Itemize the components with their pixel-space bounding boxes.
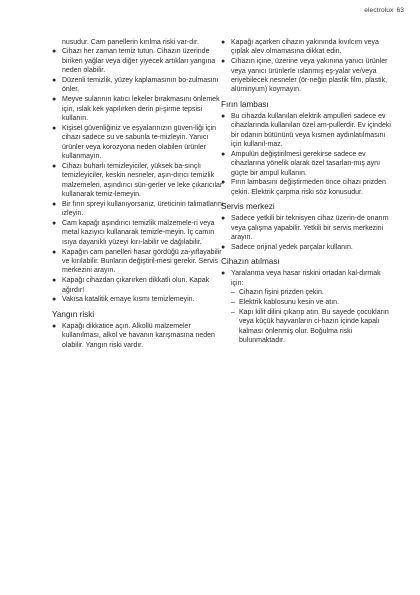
intro-continuation: nusudur. Cam panellerin kırılma riski var-dır.	[62, 39, 199, 46]
bullet-icon: ●	[52, 200, 57, 208]
bullet-icon: ●	[221, 270, 226, 278]
service-center-list	[221, 214, 391, 252]
list-item: – Cihazın fişini prizden çekin.	[231, 289, 324, 297]
cleaning-list	[52, 47, 224, 304]
list-item: – Elektrik kablosunu kesin ve atın.	[231, 299, 339, 307]
list-item: ● Kişisel güvenliğiniz ve eşyalarınızın güven-liği için cihazı sadece su ve sabunla te-mizleyin. Yanıcı ürünler veya korozyona neden olabilen ürünler kullanmayın.	[52, 124, 217, 161]
bullet-icon: ●	[221, 243, 226, 251]
list-item: ● Cihazı buharlı temizleyiciler, yüksek ba-sınçlı temizleyiciler, keskin nesneler, aşın-dırıcı temizlik malzemeleri, aşındırıcı sün-gerler ve leke çıkarıcılar kullanarak temiz-lemeyin.	[52, 162, 223, 199]
bullet-icon: ●	[221, 58, 226, 66]
section-title-fire-risk: Yangın riski	[52, 309, 95, 319]
bullet-icon: ●	[221, 179, 226, 187]
list-item: ● Cihazı her zaman temiz tutun. Cihazın üzerinde biriken yağlar veya diğer yiyecek artıkları yangına neden olabilir.	[52, 48, 216, 75]
list-item: ● Meyve sularının katıcı lekeler bırakmasını önlemek için, ıslak kek yapılırken derin pi-şirme tepsisi kullanın.	[52, 96, 220, 123]
brand-name: electrolux	[364, 7, 394, 14]
list-item: ● Fırın lambasını değiştirmeden önce cihazı prizden çekin. Elektrik çarpma riski söz konusudur.	[221, 179, 386, 196]
bullet-icon: ●	[221, 112, 226, 120]
fire-continued-list	[221, 38, 391, 95]
bullet-icon: ●	[52, 77, 57, 85]
oven-lamp-list	[221, 112, 391, 197]
bullet-icon: ●	[52, 124, 57, 132]
list-item: ● Yaralanma veya hasar riskini ortadan kal-dırmak için:	[221, 270, 381, 287]
list-item: ● Sadece yetkili bir teknisyen cihaz üzerin-de onarım veya çalışma yapabilir. Yetkili bir servis merkezini arayın.	[221, 215, 389, 242]
disposal-steps-list	[221, 288, 391, 345]
list-item: ● Kapağı dikkatice açın. Alkollü malzemeler kullanılması, alkol ve havanın karışmasına neden olabilir. Yangın riski vardır.	[52, 322, 215, 349]
bullet-icon: ●	[52, 277, 57, 285]
bullet-icon: ●	[52, 296, 57, 304]
right-column	[221, 38, 391, 346]
list-item: ● Cam kapağı aşındırıcı temizlik malzemele-ri veya metal kazıyıcı kullanarak temizle-meyin. İç camın ısıya dayanıklı yüzeyi kırı-labilir ve dağılabilir.	[52, 220, 215, 246]
list-item: ● Bir fırın spreyi kullanıyorsanız, üreticinin talimatlarını izleyin.	[52, 200, 224, 218]
page-number: 63	[396, 7, 404, 14]
list-item: ● Vakısa katalitik emaye kısmı temizlemeyin.	[52, 296, 195, 304]
bullet-icon: ●	[52, 220, 57, 228]
bullet-icon: ●	[221, 150, 226, 158]
list-item: ● Ampulün değiştirilmesi gerekirse sadece ev cihazlarına yönelik olarak özel tasarlan-mış aynı güçte bir ampul kullanın.	[221, 150, 381, 177]
list-item: ● Sadece orijinal yedek parçalar kullanın.	[221, 243, 353, 251]
bullet-icon: ●	[52, 48, 57, 56]
list-item: ● Kapağın cam panelleri hasar gördüğü za-yıflayabilir ve kırılabilir. Bunların değiştiril-mesi gerekir. Servis merkezini arayın.	[52, 248, 222, 275]
bullet-icon: ●	[52, 322, 57, 330]
left-column	[52, 38, 224, 351]
bullet-icon: ●	[221, 39, 226, 46]
list-item: ● Cihazın içine, üzerine veya yakınına yanıcı ürünler veya yanıcı ürünlerle ıslanmış eş-yalar ve/veya eriyebilecek nesneler (ör-neğin plastik film, plastik, alüminyum) koymayın.	[221, 58, 388, 94]
dash-icon: –	[231, 289, 235, 297]
list-item: – Kapı kilit dilini çıkarıp atın. Bu sayede çocukların veya küçük hayvanların ci-hazın içinde kapalı kalması önlenmiş olur. Boğulma riski bulunmaktadır.	[231, 309, 389, 345]
bullet-icon: ●	[52, 248, 57, 256]
section-title-disposal: Cihazın atılması	[221, 257, 280, 267]
bullet-icon: ●	[52, 96, 57, 104]
list-item: ● Kapağı cihazdan çıkarırken dikkatli olun. Kapak ağırdır!	[52, 277, 210, 294]
page-header	[364, 7, 404, 14]
list-item: ● Bu cihazda kullanılan elektrik ampulleri sadece ev cihazlarında kullanılan özel am-pullerdir. Ev içindeki bir odanın bütününü veya kısmen aydınlatılmasını için kullanıl-maz.	[221, 112, 391, 149]
bullet-icon: ●	[52, 162, 57, 170]
fire-risk-list	[52, 322, 224, 350]
dash-icon: –	[231, 299, 235, 307]
disposal-list	[221, 269, 391, 288]
bullet-icon: ●	[221, 215, 226, 223]
section-title-service-center: Servis merkezi	[221, 202, 275, 212]
section-title-oven-lamp: Fırın lambası	[221, 99, 269, 109]
list-item: ● Düzenli temizlik, yüzey kaplamasının bo-zulmasını önler.	[52, 77, 219, 94]
list-item: ● Kapağı açarken cihazın yakınında kıvılcım veya çıplak alev olmamasına dikkat edin.	[221, 39, 379, 56]
dash-icon: –	[231, 309, 235, 317]
